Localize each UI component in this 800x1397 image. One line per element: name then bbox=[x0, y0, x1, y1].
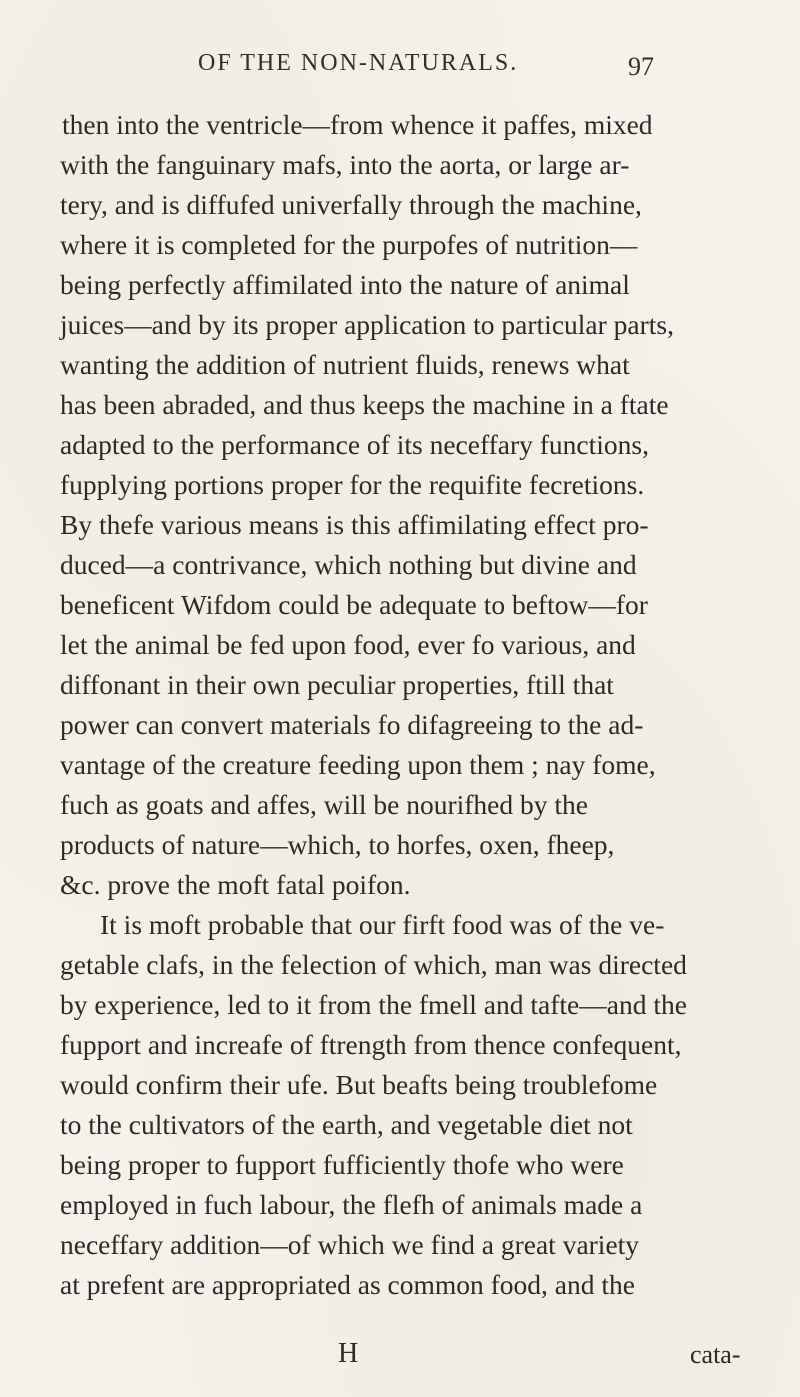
signature-mark: H bbox=[338, 1338, 359, 1369]
catchword: cata- bbox=[690, 1340, 741, 1369]
text-line: then into the ventricle—from whence it paffes, mixed bbox=[62, 109, 653, 140]
text-line: juices—and by its proper application to particular parts, bbox=[60, 309, 674, 340]
text-line: to the cultivators of the earth, and vegetable diet not bbox=[60, 1109, 633, 1140]
text-line: diffonant in their own peculiar properties, ftill that bbox=[60, 669, 614, 700]
running-title: OF THE NON-NATURALS. bbox=[198, 50, 519, 76]
text-line: duced—a contrivance, which nothing but divine and bbox=[60, 549, 637, 580]
text-line: products of nature—which, to horfes, oxen, fheep, bbox=[60, 829, 615, 860]
text-line: beneficent Wifdom could be adequate to beftow—for bbox=[60, 589, 648, 620]
text-line: has been abraded, and thus keeps the machine in a ftate bbox=[60, 389, 669, 420]
text-line: with the fanguinary mafs, into the aorta, or large ar- bbox=[60, 149, 630, 180]
text-line: where it is completed for the purpofes of nutrition— bbox=[60, 229, 638, 260]
text-line: vantage of the creature feeding upon them ; nay fome, bbox=[60, 749, 656, 780]
page-number: 97 bbox=[628, 52, 654, 81]
text-line: by experience, led to it from the fmell and tafte—and the bbox=[60, 989, 687, 1020]
text-line: getable clafs, in the felection of which, man was directed bbox=[60, 949, 687, 980]
text-line: fuch as goats and affes, will be nourifhed by the bbox=[60, 789, 588, 820]
text-line: neceffary addition—of which we find a great variety bbox=[60, 1229, 640, 1260]
text-line: employed in fuch labour, the flefh of animals made a bbox=[60, 1189, 643, 1220]
text-line: at prefent are appropriated as common food, and the bbox=[60, 1269, 635, 1300]
text-line: By thefe various means is this affimilating effect pro- bbox=[60, 509, 649, 540]
text-line: being proper to fupport fufficiently thofe who were bbox=[60, 1149, 624, 1180]
text-line: being perfectly affimilated into the nature of animal bbox=[60, 269, 630, 300]
text-line: It is moft probable that our firft food was of the ve- bbox=[100, 909, 665, 940]
text-line: adapted to the performance of its neceffary functions, bbox=[60, 429, 649, 460]
text-line: power can convert materials fo difagreeing to the ad- bbox=[60, 709, 644, 740]
text-line: wanting the addition of nutrient fluids, renews what bbox=[60, 349, 630, 380]
text-line: tery, and is diffufed univerfally through the machine, bbox=[60, 189, 642, 220]
text-line: fupport and increafe of ftrength from thence confequent, bbox=[60, 1029, 682, 1060]
running-head bbox=[0, 50, 800, 90]
text-line: &c. prove the moft fatal poifon. bbox=[60, 869, 411, 900]
text-line: let the animal be fed upon food, ever fo various, and bbox=[60, 629, 636, 660]
text-line: fupplying portions proper for the requifite fecretions. bbox=[60, 469, 645, 500]
text-line: would confirm their ufe. But beafts being troublefome bbox=[60, 1069, 658, 1100]
